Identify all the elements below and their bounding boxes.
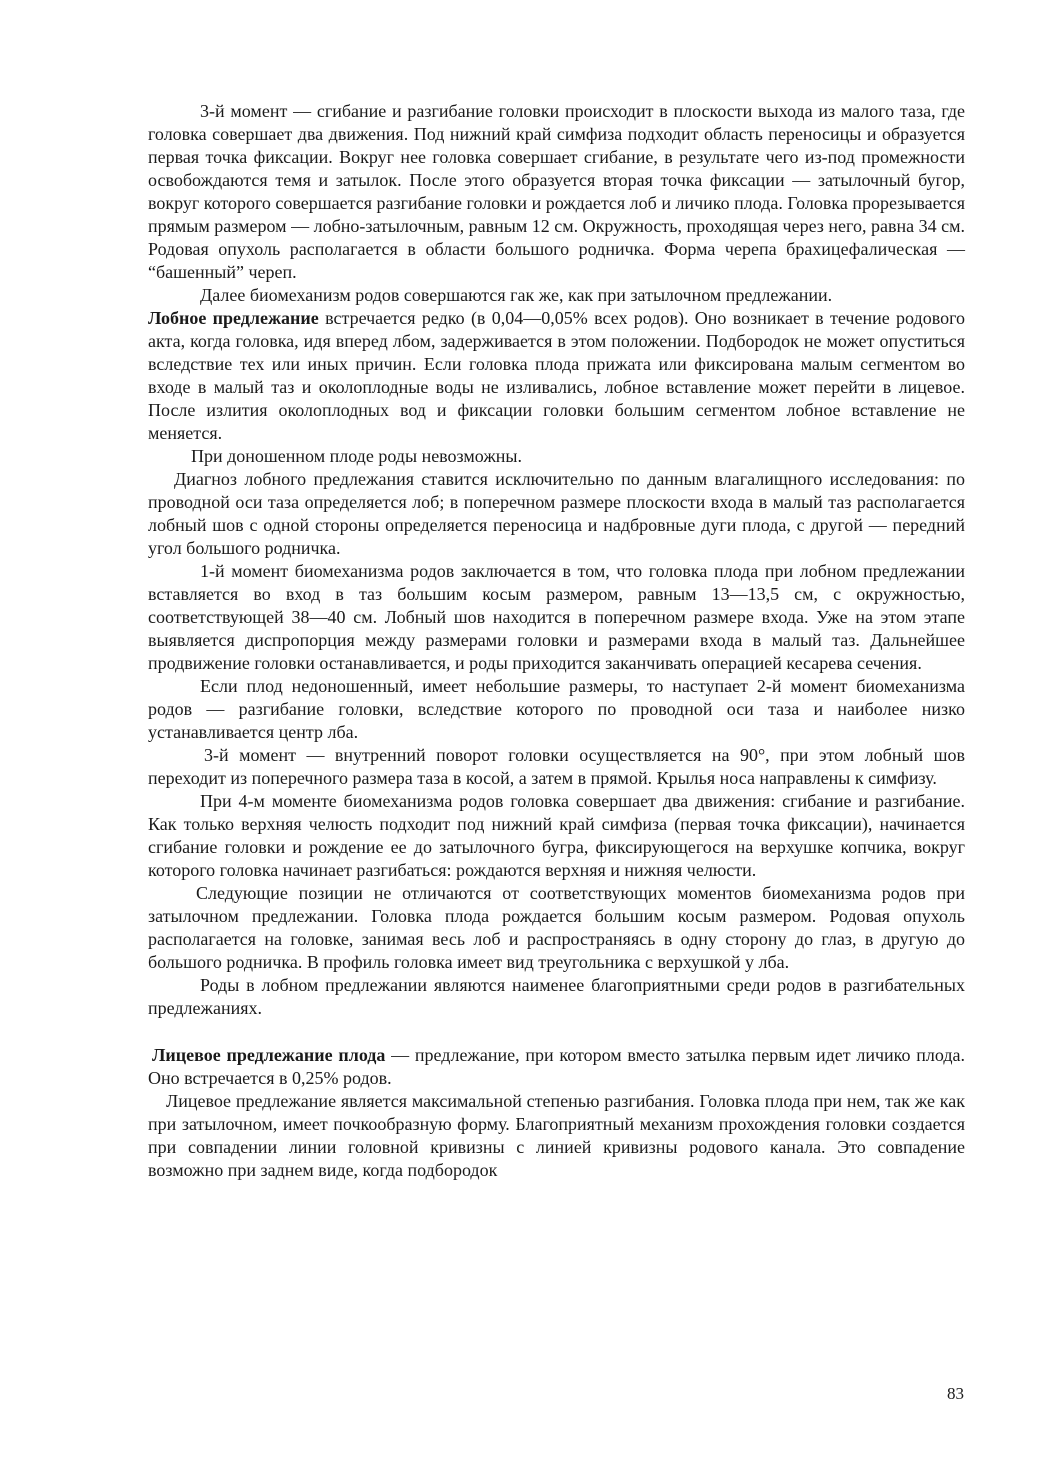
body-text [148,100,965,1182]
paragraph-text: Роды в лобном предлежании являются наименее благоприятными среди родов в разгибательных предлежаниях. [148,975,965,1018]
paragraph-text: встречается редко (в 0,04—0,05% всех родов). Оно возникает в течение родового акта, когда головка, идя вперед лбом, задерживается в этом положении. Подбородок не может опуститься вследствие тех или иных причин. Если головка плода прижата или фиксирована малым сегментом во входе в малый таз и околоплодные воды не изливались, лобное вставление может перейти в лицевое. После излития околоплодных вод и фиксации головки большим сегментом лобное вставление не меняется. [148,308,965,443]
paragraph [148,1044,965,1090]
paragraph-heading: Лобное предлежание [148,308,319,328]
paragraph-text: Лицевое предлежание является максимальной степенью разгибания. Головка плода при нем, так же как при затылочном, имеет почкообразную форму. Благоприятный механизм прохождения головки создается при совпадении линии головной кривизны с линией кривизны родового канала. Это совпадение возможно при заднем виде, когда подбородок [148,1091,965,1180]
paragraph [148,560,965,675]
paragraph-heading: Лицевое предлежание плода [152,1045,386,1065]
paragraph [148,744,965,790]
page-number: 83 [947,1384,964,1403]
paragraph-text: Если плод недоношенный, имеет небольшие размеры, то наступает 2-й момент биомеханизма родов — разгибание головки, вследствие которого по проводной оси таза и наиболее низко устанавливается центр лба. [148,676,965,742]
paragraph [148,284,965,307]
paragraph [148,882,965,974]
paragraph-text: Диагноз лобного предлежания ставится исключительно по данным влагалищного исследования: по проводной оси таза определяется лоб; в поперечном размере плоскости входа в малый таз располагается лобный шов с одной стороны определяется переносица и надбровные дуги плода, с другой — передний угол большого родничка. [148,469,965,558]
section-gap [148,1020,965,1044]
paragraph [148,974,965,1020]
paragraph-text: 1-й момент биомеханизма родов заключается в том, что головка плода при лобном предлежании вставляется во вход в таз большим косым размером, равным 13—13,5 см, с окружностью, соответствующей 38—40 см. Лобный шов находится в поперечном размере входа. Уже на этом этапе выявляется диспропорция между размерами головки и размерами входа в малый таз. Дальнейшее продвижение головки останавливается, и роды приходится заканчивать операцией кесарева сечения. [148,561,965,673]
paragraph-text: Следующие позиции не отличаются от соответствующих моментов биомеханизма родов при затылочном предлежании. Головка плода рождается большим косым размером. Родовая опухоль располагается на головке, занимая весь лоб и распространяясь в одну сторону до глаз, в другую до большого родничка. В профиль головка имеет вид треугольника с верхушкой у лба. [148,883,965,972]
paragraph [148,100,965,284]
paragraph-text: При доношенном плоде роды невозможны. [191,446,523,466]
paragraph [148,307,965,445]
paragraph-text: — предлежание, при котором вместо затылка первым идет личико плода. Оно встречается в 0,25% родов. [148,1045,965,1088]
paragraph-text: При 4-м моменте биомеханизма родов головка совершает два движения: сгибание и разгибание. Как только верхняя челюсть подходит под нижний край симфиза (первая точка фиксации), начинается сгибание головки и рождение ее до затылочного бугра, фиксирующегося на верхушке копчика, вокруг которого головка начинает разгибаться: рождаются верхняя и нижняя челюсти. [148,791,965,880]
paragraph-text: 3-й момент — сгибание и разгибание головки происходит в плоскости выхода из малого таза, где головка совершает два движения. Под нижний край симфиза подходит область переносицы и образуется первая точка фиксации. Вокруг нее головка совершает сгибание, в результате чего из-под промежности освобождаются темя и затылок. После этого образуется вторая точка фиксации — затылочный бугор, вокруг которого совершается разгибание головки и рождается лоб и личико плода. Головка прорезывается прямым размером — лобно-затылочным, равным 12 см. Окружность, проходящая через него, равна 34 см. Родовая опухоль располагается в области большого родничка. Форма черепа брахицефалическая — “башенный” череп. [148,101,965,282]
paragraph-text: 3-й момент — внутренний поворот головки осуществляется на 90°, при этом лобный шов переходит из поперечного размера таза в косой, а затем в прямой. Крылья носа направлены к симфизу. [148,745,965,788]
paragraph [148,675,965,744]
paragraph-text: Далее биомеханизм родов совершаются гак же, как при затылочном предлежании. [200,285,833,305]
paragraph [148,468,965,560]
paragraph [148,445,965,468]
paragraph [148,1090,965,1182]
paragraph [148,790,965,882]
